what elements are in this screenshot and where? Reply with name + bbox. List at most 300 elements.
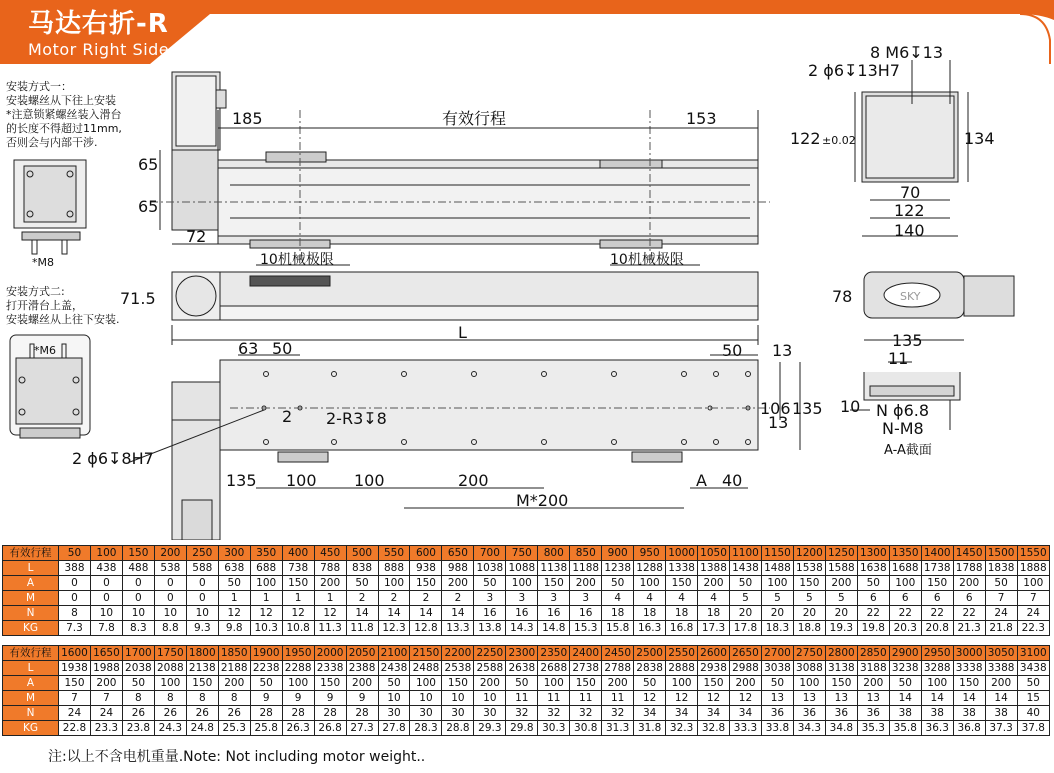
- table-cell: 26: [154, 706, 186, 721]
- bolt-m8-label: *M8: [32, 256, 54, 269]
- table-cell: 10: [442, 691, 474, 706]
- table-cell: 2: [442, 591, 474, 606]
- table-cell: 20: [730, 606, 762, 621]
- table-cell: 21.3: [953, 621, 985, 636]
- table-cell: 27.3: [346, 721, 378, 736]
- table-cell: 14.3: [506, 621, 538, 636]
- table-cell: 26.3: [282, 721, 314, 736]
- table-cell: 5: [761, 591, 793, 606]
- table-cell: 17.8: [730, 621, 762, 636]
- table-cell: 4: [666, 591, 698, 606]
- table-cell: 13: [761, 691, 793, 706]
- table-cell: 38: [953, 706, 985, 721]
- table-cell: 2688: [538, 661, 570, 676]
- table-cell: 10: [154, 606, 186, 621]
- table-cell: 150: [698, 676, 730, 691]
- table-cell: 2938: [698, 661, 730, 676]
- table-cell: 8: [186, 691, 218, 706]
- table-cell: 28: [314, 706, 346, 721]
- dim-135: 135: [226, 471, 257, 490]
- dim-2: 2: [282, 407, 293, 426]
- table-header-cell: 2800: [825, 646, 857, 661]
- table-header-cell: 1150: [761, 546, 793, 561]
- row-label: L: [3, 661, 59, 676]
- table-cell: 1238: [602, 561, 634, 576]
- table-header-cell: 850: [570, 546, 602, 561]
- dim-63: 63: [238, 339, 259, 358]
- table-cell: 2188: [218, 661, 250, 676]
- table-cell: 15.3: [570, 621, 602, 636]
- table-cell: 28: [346, 706, 378, 721]
- table-cell: 21.8: [985, 621, 1017, 636]
- row-label: N: [3, 606, 59, 621]
- table-cell: 32: [570, 706, 602, 721]
- table-cell: 11: [602, 691, 634, 706]
- table-header-cell: 300: [218, 546, 250, 561]
- table-header-cell: 2400: [570, 646, 602, 661]
- dim-65-upper: 65: [138, 155, 159, 174]
- table-cell: 2288: [282, 661, 314, 676]
- table-cell: 13: [793, 691, 825, 706]
- table-header-cell: 1700: [122, 646, 154, 661]
- table-cell: 200: [218, 676, 250, 691]
- row-label: KG: [3, 721, 59, 736]
- table-cell: 50: [122, 676, 154, 691]
- table-header-cell: 400: [282, 546, 314, 561]
- table-cell: 838: [346, 561, 378, 576]
- table-cell: 11: [506, 691, 538, 706]
- table-cell: 150: [314, 676, 346, 691]
- table-cell: 50: [506, 676, 538, 691]
- table-cell: 100: [761, 576, 793, 591]
- dim-8-m6: 8 M6↧13: [870, 43, 944, 62]
- table-header-cell: 350: [250, 546, 282, 561]
- table-cell: 25.8: [250, 721, 282, 736]
- table-cell: 32: [506, 706, 538, 721]
- table-cell: 100: [889, 576, 921, 591]
- table-cell: 22: [889, 606, 921, 621]
- table-cell: 150: [921, 576, 953, 591]
- table-cell: 22.3: [1017, 621, 1049, 636]
- table-cell: 12: [666, 691, 698, 706]
- dim-70: 70: [900, 183, 921, 202]
- table-header-cell: 1250: [825, 546, 857, 561]
- table-cell: 2038: [122, 661, 154, 676]
- table-header-cell: 700: [474, 546, 506, 561]
- table-cell: 8: [59, 606, 91, 621]
- table-cell: 12: [314, 606, 346, 621]
- table-cell: 9: [282, 691, 314, 706]
- table-cell: 438: [90, 561, 122, 576]
- table-cell: 688: [250, 561, 282, 576]
- table-cell: 14: [953, 691, 985, 706]
- table-cell: 10: [378, 691, 410, 706]
- table-cell: 0: [186, 576, 218, 591]
- dim-65-lower: 65: [138, 197, 159, 216]
- table-cell: 1838: [985, 561, 1017, 576]
- table-cell: 50: [250, 676, 282, 691]
- table-cell: 18: [602, 606, 634, 621]
- table-cell: 0: [154, 576, 186, 591]
- table-cell: 10: [410, 691, 442, 706]
- table-cell: 100: [921, 676, 953, 691]
- table-header-cell: 1050: [698, 546, 730, 561]
- table-cell: 0: [59, 576, 91, 591]
- table-cell: 2638: [506, 661, 538, 676]
- table-cell: 1488: [761, 561, 793, 576]
- table-row: [3, 676, 1050, 691]
- table-header-cell: 250: [186, 546, 218, 561]
- table-cell: 37.8: [1017, 721, 1049, 736]
- table-header-cell: 3000: [953, 646, 985, 661]
- table-header-cell: 750: [506, 546, 538, 561]
- table-cell: 200: [570, 576, 602, 591]
- table-cell: 24: [90, 706, 122, 721]
- table-cell: 2888: [666, 661, 698, 676]
- table-cell: 24.8: [186, 721, 218, 736]
- table-row: [3, 591, 1050, 606]
- dim-tolerance: ±0.02: [822, 134, 856, 147]
- table-cell: 1: [282, 591, 314, 606]
- table-header-cell: 2000: [314, 646, 346, 661]
- dim-72: 72: [186, 227, 207, 246]
- table-cell: 150: [570, 676, 602, 691]
- table-header-cell: 900: [602, 546, 634, 561]
- table-cell: 3: [570, 591, 602, 606]
- table-cell: 2388: [346, 661, 378, 676]
- table-cell: 5: [793, 591, 825, 606]
- table-cell: 12.8: [410, 621, 442, 636]
- dim-effective-stroke: 有效行程: [442, 109, 507, 128]
- table-cell: 1588: [825, 561, 857, 576]
- table-header-cell: 1400: [921, 546, 953, 561]
- row-label: M: [3, 691, 59, 706]
- spec-table-2: [2, 645, 1050, 736]
- table-header-cell: 1800: [186, 646, 218, 661]
- table-header-cell: 1650: [90, 646, 122, 661]
- table-cell: 36: [761, 706, 793, 721]
- table-cell: 1438: [730, 561, 762, 576]
- brand-logo: SKY: [900, 290, 921, 303]
- table-cell: 7: [1017, 591, 1049, 606]
- table-cell: 26: [122, 706, 154, 721]
- table-header-cell: 2050: [346, 646, 378, 661]
- dim-L: L: [458, 323, 467, 342]
- table-cell: 1: [218, 591, 250, 606]
- table-cell: 6: [889, 591, 921, 606]
- table-cell: 3238: [889, 661, 921, 676]
- dim-40: 40: [722, 471, 743, 490]
- table-cell: 50: [1017, 676, 1049, 691]
- table-cell: 29.8: [506, 721, 538, 736]
- table-cell: 1888: [1017, 561, 1049, 576]
- table-cell: 30.3: [538, 721, 570, 736]
- table-cell: 388: [59, 561, 91, 576]
- table-cell: 18.3: [761, 621, 793, 636]
- table-cell: 12: [282, 606, 314, 621]
- table-cell: 100: [282, 676, 314, 691]
- table-cell: 150: [538, 576, 570, 591]
- table-cell: 27.8: [378, 721, 410, 736]
- table-header-cell: 2750: [793, 646, 825, 661]
- table-row: [3, 576, 1050, 591]
- table-cell: 200: [985, 676, 1017, 691]
- table-cell: 100: [154, 676, 186, 691]
- table-cell: 788: [314, 561, 346, 576]
- table-header-cell: 1550: [1017, 546, 1049, 561]
- table-cell: 1188: [570, 561, 602, 576]
- table-header-cell: 2150: [410, 646, 442, 661]
- table-header-cell: 2250: [474, 646, 506, 661]
- table-cell: 17.3: [698, 621, 730, 636]
- table-cell: 50: [218, 576, 250, 591]
- table-cell: 938: [410, 561, 442, 576]
- table-cell: 28.8: [442, 721, 474, 736]
- table-header-cell: 2500: [634, 646, 666, 661]
- table-cell: 32: [538, 706, 570, 721]
- table-cell: 3088: [793, 661, 825, 676]
- table-header-cell: 550: [378, 546, 410, 561]
- table-cell: 9: [346, 691, 378, 706]
- table-cell: 100: [250, 576, 282, 591]
- table-cell: 1388: [698, 561, 730, 576]
- table-cell: 200: [90, 676, 122, 691]
- table-cell: 26: [218, 706, 250, 721]
- table-cell: 36.8: [953, 721, 985, 736]
- dim-50-left: 50: [272, 339, 293, 358]
- table-cell: 30: [378, 706, 410, 721]
- table-cell: 22.8: [59, 721, 91, 736]
- table-cell: 20: [793, 606, 825, 621]
- table-cell: 20.8: [921, 621, 953, 636]
- table-cell: 25.3: [218, 721, 250, 736]
- table-cell: 30: [442, 706, 474, 721]
- row-label: A: [3, 576, 59, 591]
- table-cell: 200: [825, 576, 857, 591]
- row-label: M: [3, 591, 59, 606]
- table-cell: 100: [1017, 576, 1049, 591]
- table-cell: 37.3: [985, 721, 1017, 736]
- table-row: [3, 721, 1050, 736]
- table-cell: 200: [953, 576, 985, 591]
- table-cell: 50: [889, 676, 921, 691]
- table-cell: 16: [506, 606, 538, 621]
- table-cell: 50: [474, 576, 506, 591]
- table-cell: 36: [857, 706, 889, 721]
- table-header-cell: 50: [59, 546, 91, 561]
- table-cell: 2738: [570, 661, 602, 676]
- table-cell: 32: [602, 706, 634, 721]
- table-cell: 23.8: [122, 721, 154, 736]
- table-cell: 13.8: [474, 621, 506, 636]
- table-cell: 150: [953, 676, 985, 691]
- table-cell: 28.3: [410, 721, 442, 736]
- table-header-cell: 1000: [666, 546, 698, 561]
- table-cell: 10: [186, 606, 218, 621]
- table-cell: 200: [314, 576, 346, 591]
- table-header-cell: 1950: [282, 646, 314, 661]
- table-cell: 7: [985, 591, 1017, 606]
- table-cell: 8: [122, 691, 154, 706]
- table-cell: 12.3: [378, 621, 410, 636]
- table-cell: 32.8: [698, 721, 730, 736]
- table-cell: 2238: [250, 661, 282, 676]
- table-cell: 40: [1017, 706, 1049, 721]
- row-label: N: [3, 706, 59, 721]
- table-cell: 12: [250, 606, 282, 621]
- table-cell: 588: [186, 561, 218, 576]
- dim-10: 10: [840, 397, 861, 416]
- table-cell: 2538: [442, 661, 474, 676]
- dim-134: 134: [964, 129, 995, 148]
- table-cell: 34: [698, 706, 730, 721]
- table-cell: 7.3: [59, 621, 91, 636]
- table-cell: 2838: [634, 661, 666, 676]
- table-cell: 10: [122, 606, 154, 621]
- table-header-cell: 2450: [602, 646, 634, 661]
- table-cell: 20: [761, 606, 793, 621]
- top-view: [150, 72, 770, 265]
- table-cell: 0: [186, 591, 218, 606]
- table-cell: 150: [186, 676, 218, 691]
- table-cell: 2788: [602, 661, 634, 676]
- dim-m200: M*200: [516, 491, 569, 510]
- table-cell: 36: [793, 706, 825, 721]
- dim-140: 140: [894, 221, 925, 240]
- dim-n-6-8: N ϕ6.8: [876, 401, 930, 420]
- table-cell: 26: [186, 706, 218, 721]
- table-header-cell: 950: [634, 546, 666, 561]
- table-cell: 8.8: [154, 621, 186, 636]
- table-cell: 2988: [730, 661, 762, 676]
- dim-pin-hole: 2 ϕ6↧8H7: [72, 449, 154, 468]
- table-cell: 1538: [793, 561, 825, 576]
- table-cell: 0: [122, 576, 154, 591]
- page-subtitle: Motor Right Side: [28, 40, 170, 59]
- table-cell: 4: [602, 591, 634, 606]
- table-cell: 30.8: [570, 721, 602, 736]
- table-header-cell: 1750: [154, 646, 186, 661]
- table-header-cell: 2700: [761, 646, 793, 661]
- bolt-m6-label: *M6: [34, 344, 56, 357]
- table-cell: 200: [346, 676, 378, 691]
- table-cell: 1088: [506, 561, 538, 576]
- table-header-cell: 2900: [889, 646, 921, 661]
- table-cell: 150: [666, 576, 698, 591]
- table-cell: 1738: [921, 561, 953, 576]
- table-cell: 0: [122, 591, 154, 606]
- table-cell: 16: [474, 606, 506, 621]
- spec-table-1: [2, 545, 1050, 636]
- table-cell: 3388: [985, 661, 1017, 676]
- table-cell: 14: [442, 606, 474, 621]
- table-cell: 988: [442, 561, 474, 576]
- table-cell: 20.3: [889, 621, 921, 636]
- table-cell: 1988: [90, 661, 122, 676]
- install-method-1-note: 安装方式一： 安装螺丝从下往上安装 *注意锁紧螺丝装入滑台 的长度不得超过11mm, 否则会与内部干涉.: [6, 80, 122, 149]
- table-cell: 2: [346, 591, 378, 606]
- table-cell: 12: [730, 691, 762, 706]
- table-cell: 2588: [474, 661, 506, 676]
- table-header-cell: 100: [90, 546, 122, 561]
- table-cell: 16.3: [634, 621, 666, 636]
- table-cell: 38: [921, 706, 953, 721]
- row-label: A: [3, 676, 59, 691]
- table-cell: 14.8: [538, 621, 570, 636]
- table-cell: 0: [154, 591, 186, 606]
- table-cell: 20: [825, 606, 857, 621]
- table-cell: 2138: [186, 661, 218, 676]
- table-cell: 34.3: [793, 721, 825, 736]
- table-cell: 150: [825, 676, 857, 691]
- table-cell: 1288: [634, 561, 666, 576]
- table-cell: 4: [634, 591, 666, 606]
- table-cell: 18.8: [793, 621, 825, 636]
- dim-71-5: 71.5: [120, 289, 156, 308]
- table-row: [3, 606, 1050, 621]
- table-cell: 3438: [1017, 661, 1049, 676]
- table-cell: 1138: [538, 561, 570, 576]
- dim-200: 200: [458, 471, 489, 490]
- table-cell: 1788: [953, 561, 985, 576]
- table-cell: 24: [59, 706, 91, 721]
- dim-135-end: 135: [892, 331, 923, 350]
- table-cell: 0: [90, 576, 122, 591]
- table-header-cell: 1500: [985, 546, 1017, 561]
- table-cell: 7: [90, 691, 122, 706]
- table-header-cell: 600: [410, 546, 442, 561]
- table-cell: 38: [889, 706, 921, 721]
- table-header-cell: 1300: [857, 546, 889, 561]
- table-cell: 31.3: [602, 721, 634, 736]
- dim-limit-left: 10机械极限: [260, 252, 334, 268]
- table-cell: 35.8: [889, 721, 921, 736]
- table-cell: 3188: [857, 661, 889, 676]
- table-cell: 738: [282, 561, 314, 576]
- dim-122: 122: [894, 201, 925, 220]
- table-cell: 24: [985, 606, 1017, 621]
- dim-122-height: 122: [790, 129, 821, 148]
- table-cell: 34: [666, 706, 698, 721]
- table-cell: 30: [474, 706, 506, 721]
- dim-100-b: 100: [354, 471, 385, 490]
- table-cell: 2488: [410, 661, 442, 676]
- table-header-cell: 500: [346, 546, 378, 561]
- table-header-cell: 3050: [985, 646, 1017, 661]
- dim-50-right: 50: [722, 341, 743, 360]
- table-header-cell: 2350: [538, 646, 570, 661]
- mount-method-1-sketch: [14, 160, 86, 254]
- table-header-cell: 450: [314, 546, 346, 561]
- row-label: KG: [3, 621, 59, 636]
- table-header-cell: 2850: [857, 646, 889, 661]
- table-cell: 16.8: [666, 621, 698, 636]
- table-cell: 22: [921, 606, 953, 621]
- table-cell: 1: [250, 591, 282, 606]
- table-header-cell: 2100: [378, 646, 410, 661]
- table-cell: 150: [410, 576, 442, 591]
- dim-135-vertical: 135: [792, 399, 823, 418]
- table-header-cell: 1200: [793, 546, 825, 561]
- table-header-cell: 1450: [953, 546, 985, 561]
- table-header-label: 有效行程: [3, 546, 59, 561]
- dim-n-m8: N-M8: [882, 419, 924, 438]
- table-cell: 15.8: [602, 621, 634, 636]
- table-cell: 7.8: [90, 621, 122, 636]
- table-header-label: 有效行程: [3, 646, 59, 661]
- table-cell: 13.3: [442, 621, 474, 636]
- motor-end-view: [864, 272, 1014, 340]
